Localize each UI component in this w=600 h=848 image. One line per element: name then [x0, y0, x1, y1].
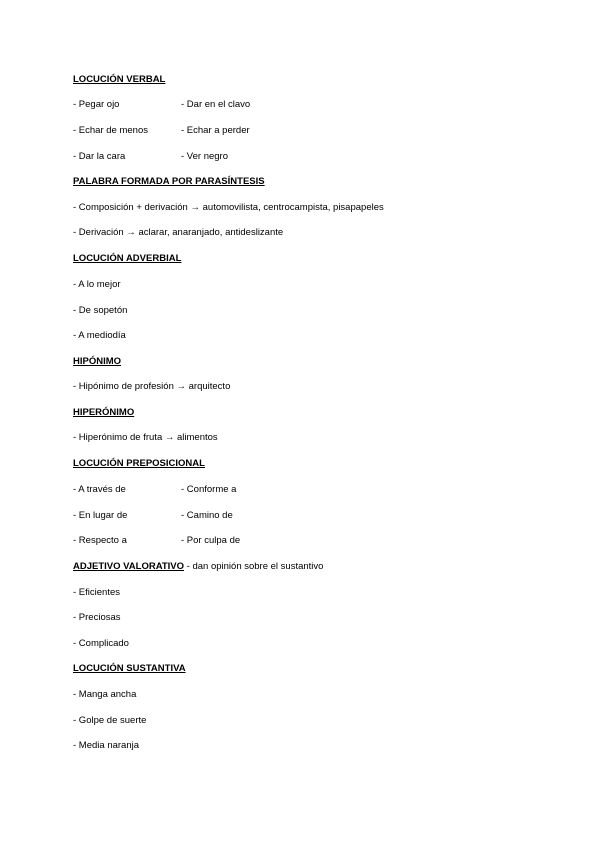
- section-heading-locucion-preposicional: LOCUCIÓN PREPOSICIONAL: [73, 458, 205, 469]
- list-item-col2: - Camino de: [181, 510, 233, 521]
- list-item-col2: - Echar a perder: [181, 125, 250, 136]
- list-item: - Eficientes: [73, 587, 120, 598]
- list-item-col1: - Dar la cara: [73, 151, 126, 162]
- list-item-col1: - Echar de menos: [73, 125, 148, 136]
- list-item: - Media naranja: [73, 740, 140, 751]
- list-item-col1: - En lugar de: [73, 510, 128, 521]
- list-item: [73, 535, 241, 547]
- list-item: - Hiperónimo de fruta → alimentos: [73, 432, 218, 443]
- list-item: - A lo mejor: [73, 279, 121, 290]
- list-item-col1: - A través de: [73, 484, 126, 495]
- list-item: - Hipónimo de profesión → arquitecto: [73, 381, 231, 392]
- list-item: - A mediodía: [73, 330, 126, 341]
- section-heading-adjetivo-valorativo: ADJETIVO VALORATIVO: [73, 561, 185, 572]
- section-heading-hiperonimo: HIPERÓNIMO: [73, 407, 135, 418]
- list-item: - Derivación → aclarar, anaranjado, antideslizante: [73, 227, 284, 238]
- list-item: - Complicado: [73, 638, 129, 649]
- list-item: - De sopetón: [73, 305, 128, 316]
- section-heading-hiponimo: HIPÓNIMO: [73, 356, 122, 367]
- section-heading-parasintesis: PALABRA FORMADA POR PARASÍNTESIS: [73, 176, 265, 187]
- list-item: [73, 151, 228, 163]
- list-item: - Preciosas: [73, 612, 121, 623]
- list-item-col2: - Conforme a: [181, 484, 237, 495]
- list-item-col1: - Respecto a: [73, 535, 127, 546]
- list-item: - Composición + derivación → automovilista, centrocampista, pisapapeles: [73, 202, 384, 213]
- section-heading-locucion-sustantiva: LOCUCIÓN SUSTANTIVA: [73, 663, 186, 674]
- list-item: - Golpe de suerte: [73, 715, 147, 726]
- list-item: [73, 99, 251, 111]
- list-item: [73, 484, 237, 496]
- section-heading-locucion-verbal: LOCUCIÓN VERBAL: [73, 74, 166, 85]
- list-item-col2: - Por culpa de: [181, 535, 241, 546]
- section-heading-note: - dan opinión sobre el sustantivo: [184, 561, 324, 572]
- section-heading-row-adjetivo-valorativo: [73, 561, 323, 573]
- list-item-col1: - Pegar ojo: [73, 99, 120, 110]
- list-item-col2: - Ver negro: [181, 151, 228, 162]
- list-item-col2: - Dar en el clavo: [181, 99, 251, 110]
- list-item: [73, 510, 233, 522]
- section-heading-locucion-adverbial: LOCUCIÓN ADVERBIAL: [73, 253, 182, 264]
- list-item: - Manga ancha: [73, 689, 137, 700]
- list-item: [73, 125, 250, 137]
